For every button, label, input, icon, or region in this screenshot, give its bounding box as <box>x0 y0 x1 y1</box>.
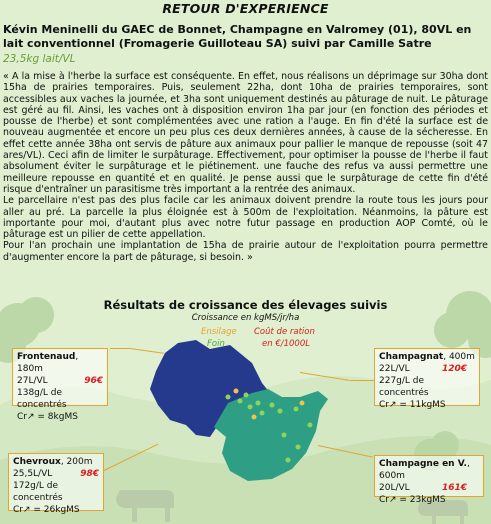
legend-cout: Coût de ration <box>254 327 315 337</box>
milk-yield: 25,5L/VL <box>13 469 53 479</box>
concentrates: 172g/L de concentrés <box>13 481 63 503</box>
concentrates: 138g/L de concentrés <box>17 388 67 410</box>
milk-yield: 27L/VL <box>17 376 48 386</box>
farm-name: Champagnat <box>379 352 444 362</box>
concentrates: 227g/L de concentrés <box>379 376 429 398</box>
article-header: RETOUR D'EXPERIENCE <box>162 1 329 16</box>
farm-box-champagne-en-v <box>374 455 484 505</box>
paragraph: « A la mise à l'herbe la surface est conséquente. En effet, nous réalisons un déprimage sur 30ha dont 15ha de prairies temporaires. Puis, seulement 22ha, dont 10ha de prairies temporaires, sont accessibles aux vaches la journée, et 3ha sont uniquement destinés au pâturage de nuit. Le pâturage est géré au fil. Ainsi, les vaches ont à disposition environ 1ha par jour (en fonction des périodes et pousse de l'herbe) et sont complémentées avec une ration a l'auge. En fin d'été la surface est de nouveau augmentée et encore un peu plus ces deux dernières années, à cause de la sécheresse. En effet cette année 38ha ont servis de pâture aux animaux pour pallier le manque de repousse (soit 47 ares/VL). Ceci afin de limiter le surpâturage. Effectivement, pour optimiser la pousse de l'herbe il faut absolument éviter le surpâturage et le piétinement. une fauche des refus va aussi permettre une meilleure repousse en quantité et en qualité. Je pense aussi que le surpâturage de cette fin d'été risque d'entraîner un parasitisme très important a la rentrée des animaux. <box>3 71 488 195</box>
ration-cost: 96€ <box>84 376 103 386</box>
legend-ensilage: Ensilage <box>201 327 237 337</box>
ration-cost: 98€ <box>80 469 99 479</box>
farm-altitude: , 400m <box>443 352 475 362</box>
milk-yield: 22L/VL <box>379 364 410 374</box>
leader-line <box>110 348 130 349</box>
growth: Cr↗ = 11kgMS <box>379 400 446 410</box>
paragraph: Le parcellaire n'est pas des plus facile car les animaux doivent prendre la route tous les jours pour aller au pré. La parcelle la plus éloignée est à 500m de l'exploitation. Néanmoins, la pâture est importante pour moi, d'autant plus avec notre futur passage en production AOP Comté, où le pâturage est un pilier de cette appellation. <box>3 195 488 241</box>
legend-cout-unit: en €/1000L <box>262 339 310 349</box>
growth: Cr↗ = 23kgMS <box>379 495 446 505</box>
leader-line <box>350 380 374 381</box>
farm-name: Champagne en V. <box>379 459 467 469</box>
legend-foin: Foin <box>207 339 225 349</box>
ration-cost: 161€ <box>441 483 467 493</box>
growth: Cr↗ = 8kgMS <box>17 412 78 422</box>
farm-subtitle: Kévin Meninelli du GAEC de Bonnet, Champagne en Valromey (01), 80VL en lait conventionnel (Fromagerie Guilloteau SA) suivi par Camille Satre <box>3 23 472 50</box>
farm-altitude: , 600m <box>379 459 470 481</box>
farm-name: Chevroux <box>13 457 61 467</box>
testimony-text <box>3 71 488 263</box>
farm-altitude: , 200m <box>60 457 93 467</box>
chart-title: Résultats de croissance des élevages suivis <box>103 298 388 312</box>
chart-unit: Croissance en kgMS/jr/ha <box>191 313 300 323</box>
farm-box-champagnat <box>374 348 480 410</box>
farm-name: Frontenaud <box>17 352 76 362</box>
milk-production: 23,5kg lait/VL <box>3 53 76 65</box>
growth: Cr↗ = 26kgMS <box>13 505 80 515</box>
farm-box-chevroux <box>8 453 104 515</box>
paragraph: Pour l'an prochain une implantation de 15ha de prairie autour de l'exploitation pourra permettre d'augmenter encore la part de pâturage, si besoin. » <box>3 240 488 263</box>
farm-altitude: , 180m <box>17 352 79 374</box>
milk-yield: 20L/VL <box>379 483 410 493</box>
ration-cost: 120€ <box>441 364 467 374</box>
farm-box-frontenaud <box>12 348 108 422</box>
